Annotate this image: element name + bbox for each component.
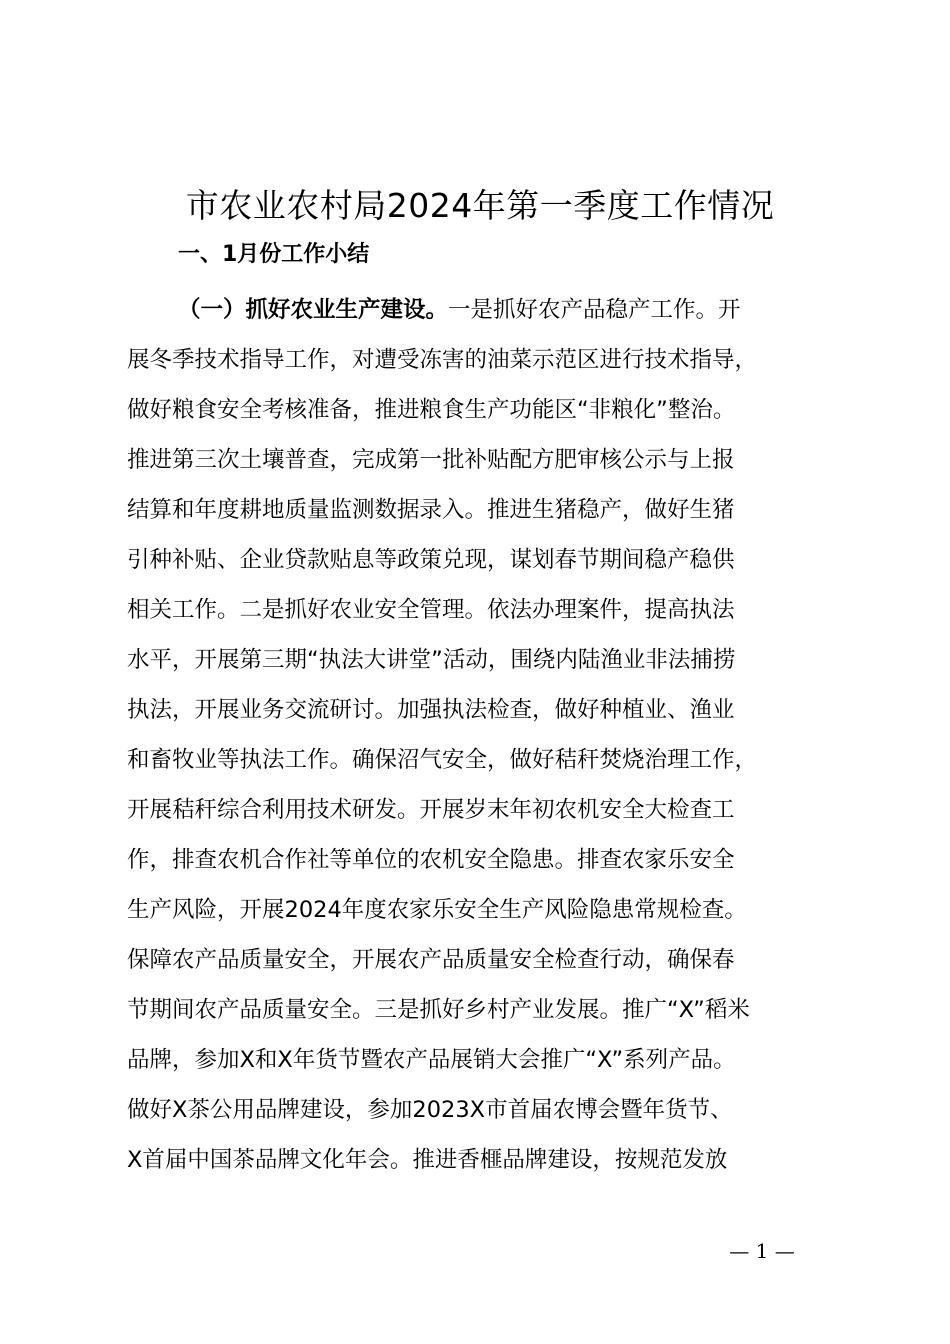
paragraph-line	[127, 285, 867, 335]
paragraph-line: 结算和年度耕地质量监测数据录入。推进生猪稳产，做好生猪	[127, 497, 735, 523]
paragraph-line: 做好粮食安全考核准备，推进粮食生产功能区“非粮化”整治。	[127, 397, 736, 423]
page-number: — 1 —	[729, 1239, 795, 1263]
paragraph-line: 保障农产品质量安全，开展农产品质量安全检查行动，确保春	[127, 947, 735, 973]
paragraph-line: 引种补贴、企业贷款贴息等政策兑现，谋划春节期间稳产稳供	[127, 547, 735, 573]
paragraph-line: 展冬季技术指导工作，对遭受冻害的油菜示范区进行技术指导，	[127, 347, 758, 373]
paragraph-line: 节期间农产品质量安全。三是抓好乡村产业发展。推广“X”稻米	[127, 997, 750, 1023]
paragraph-line: X首届中国茶品牌文化年会。推进香榧品牌建设，按规范发放	[127, 1147, 728, 1173]
paragraph-lead: （一）抓好农业生产建设。	[178, 297, 449, 323]
paragraph-line: 做好X茶公用品牌建设，参加2023X市首届农博会暨年货节、	[127, 1097, 733, 1123]
paragraph-line: 生产风险，开展2024年度农家乐安全生产风险隐患常规检查。	[127, 897, 747, 923]
paragraph-line: 推进第三次土壤普查，完成第一批补贴配方肥审核公示与上报	[127, 447, 735, 473]
document-title: 市农业农村局2024年第一季度工作情况	[185, 186, 775, 225]
paragraph-line: 水平，开展第三期“执法大讲堂”活动，围绕内陆渔业非法捕捞	[127, 647, 736, 673]
section-heading: 一、1月份工作小结	[178, 242, 370, 267]
paragraph-line-text: 一是抓好农产品稳产工作。开	[448, 297, 741, 323]
body-paragraph	[127, 285, 867, 1185]
paragraph-line: 开展秸秆综合利用技术研发。开展岁末年初农机安全大检查工	[127, 797, 735, 823]
paragraph-line: 品牌，参加X和X年货节暨农产品展销大会推广“X”系列产品。	[127, 1047, 736, 1073]
paragraph-line: 作，排查农机合作社等单位的农机安全隐患。排查农家乐安全	[127, 847, 735, 873]
paragraph-line: 相关工作。二是抓好农业安全管理。依法办理案件，提高执法	[127, 597, 735, 623]
paragraph-line: 和畜牧业等执法工作。确保沼气安全，做好秸秆焚烧治理工作，	[127, 747, 758, 773]
paragraph-line: 执法，开展业务交流研讨。加强执法检查，做好种植业、渔业	[127, 697, 735, 723]
